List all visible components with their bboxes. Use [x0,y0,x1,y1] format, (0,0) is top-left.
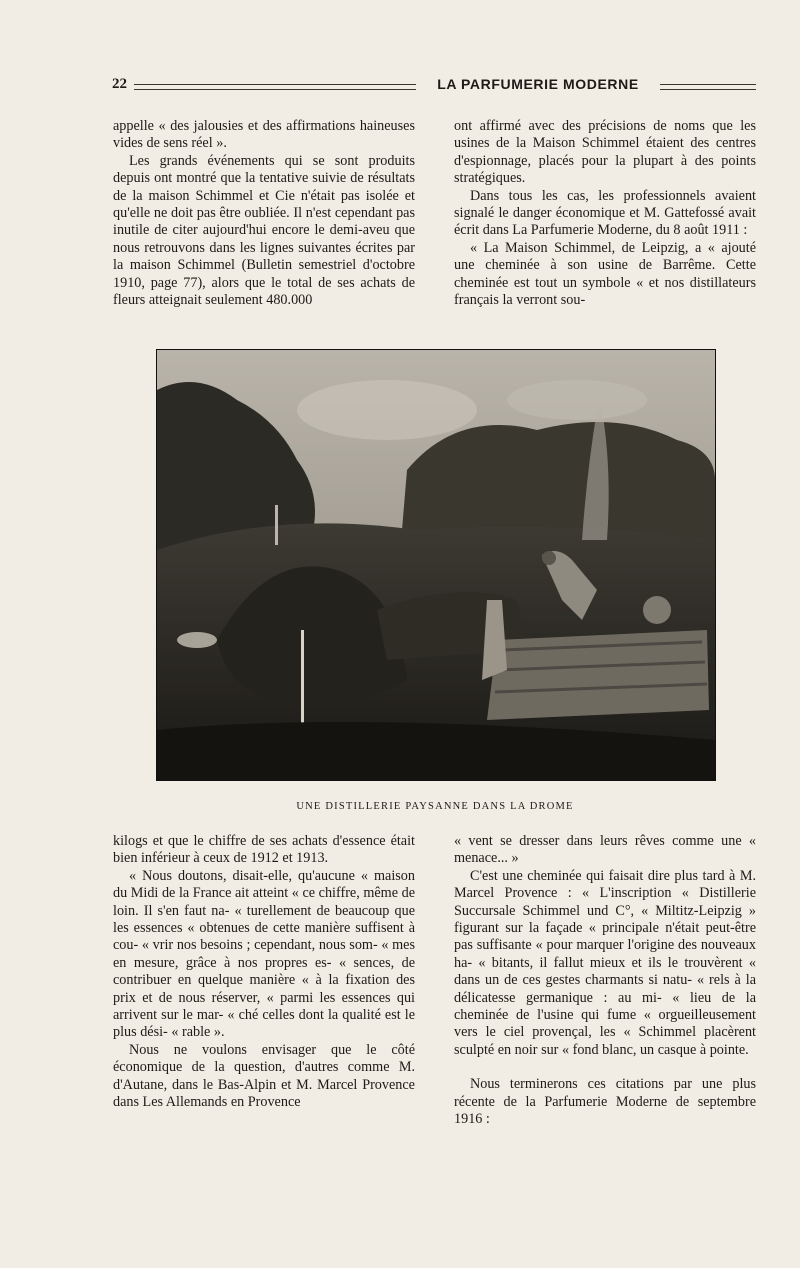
paragraph: Dans tous les cas, les professionnels avaient signalé le danger économique et M. Gattefossé avait écrit dans La Parfumerie Moderne, du 8 août 1911 : [454,187,756,239]
paragraph: appelle « des jalousies et des affirmations haineuses vides de sens réel ». [113,118,415,152]
header-rule-right [660,84,756,90]
distillery-photograph [156,349,716,781]
paragraph: Nous terminerons ces citations par une plus récente de la Parfumerie Moderne de septembre 1916 : [454,1076,756,1128]
page-number: 22 [112,76,127,92]
paragraph-gap [454,1059,756,1076]
journal-title: LA PARFUMERIE MODERNE [437,76,639,92]
text-column-1 [113,118,415,309]
photo-caption: UNE DISTILLERIE PAYSANNE DANS LA DROME [296,801,574,812]
quotation: « vent se dresser dans leurs rêves comme une « menace... » [454,833,756,867]
text-column-3 [113,833,415,1112]
distillery-photograph-image [157,350,715,780]
page-header [112,76,756,96]
paragraph: kilogs et que le chiffre de ses achats d'essence était bien inférieur à ceux de 1912 et 1913. [113,833,415,867]
paragraph: Nous ne voulons envisager que le côté économique de la question, d'autres comme M. d'Autane, dans le Bas-Alpin et M. Marcel Provence dans Les Allemands en Provence [113,1041,415,1111]
paragraph: C'est une cheminée qui faisait dire plus tard à M. Marcel Provence : « L'inscription « Distillerie Succursale Schimmel und C°, « Miltitz-Leipzig » figurant sur la façade « principale n'était peut-être pas suffisante « pour marquer l'origine des nouveaux ha- « bitants, il fallut mieux et ils le trouvèrent « dans un de ces gestes charmants si natu- « rels à la délicatesse germanique : au mi- « lieu de la cheminée de l'usine qui fume « orgueilleusement vers le ciel provençal, les « Schimmel placèrent sculpté en noir sur « fond blanc, un casque à pointe. [454,867,756,1058]
quotation: « La Maison Schimmel, de Leipzig, a « ajouté une cheminée à son usine de Barrême. Cette cheminée est tout un symbole « et nos distillateurs français la verront sou- [454,239,756,309]
text-column-2 [454,118,756,309]
text-column-4 [454,833,756,1129]
header-rule-left [134,84,416,90]
paragraph: ont affirmé avec des précisions de noms que les usines de la Maison Schimmel étaient des centres d'espionnage, placés pour la plupart à des points stratégiques. [454,118,756,187]
paragraph: Les grands événements qui se sont produits depuis ont montré que la tentative suivie de résultats de la maison Schimmel et Cie n'était pas isolée et qu'elle ne doit pas être oubliée. Il n'est cependant pas inutile de citer aujourd'hui encore le demi-aveu que nous retrouvons dans les lignes suivantes écrites par la maison Schimmel (Bulletin semestriel d'octobre 1910, page 77), alors que le total de ses achats de fleurs atteignait seulement 480.000 [113,152,415,309]
quotation: « Nous doutons, disait-elle, qu'aucune « maison du Midi de la France ait atteint « ce chiffre, même de loin. Il s'en faut na- « turellement de beaucoup que les essences « obtenues de cette manière suffisent à cou- « vrir nos besoins ; cependant, nous som- « mes en mesure, grâce à nos propres es- « sences, de contribuer en quelque manière « à la fixation des prix et de nous réserver, « parmi les essences qui arrivent sur le mar- « ché celles dont la qualité est le plus dési- « rable ». [113,867,415,1041]
